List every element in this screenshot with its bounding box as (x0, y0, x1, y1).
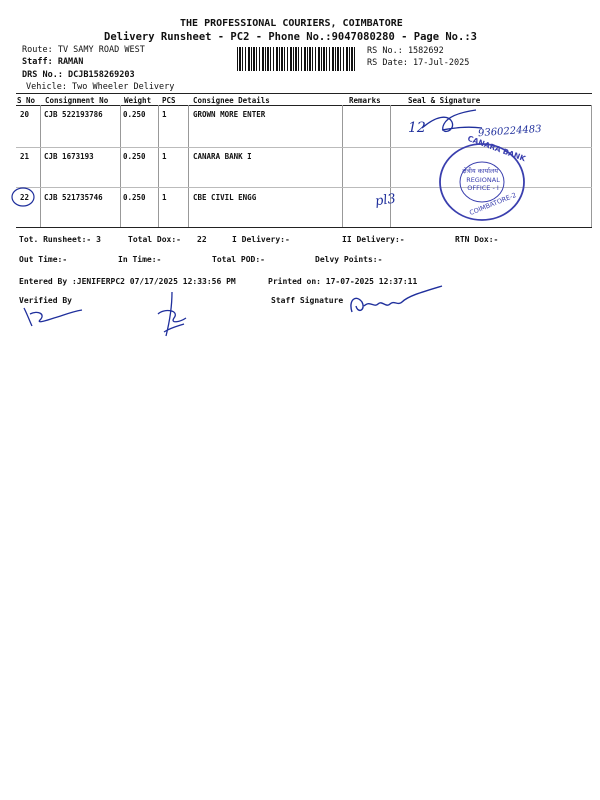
total-dox-label: Total Dox:- (128, 235, 181, 244)
col-consignment: Consignment No (45, 96, 109, 105)
row-consignment: CJB 522193786 (44, 110, 103, 119)
staff: Staff: RAMAN (22, 57, 84, 67)
table-top-rule (16, 93, 592, 94)
rs-number: RS No.: 1582692 (367, 46, 444, 56)
row-consignee: CANARA BANK I (193, 152, 252, 161)
row-sno: 22 (20, 193, 30, 202)
table-header-rule (16, 105, 592, 106)
handwritten-phone: 9360224483 (477, 123, 542, 140)
row-weight: 0.250 (123, 110, 146, 119)
total-pod: Total POD:- (212, 255, 265, 264)
verified-by: Verified By (19, 296, 72, 305)
rtn-dox: RTN Dox:- (455, 235, 499, 244)
vehicle: Vehicle: Two Wheeler Delivery (26, 82, 175, 92)
staff-signature-label: Staff Signature (271, 296, 344, 305)
row-sno: 21 (20, 152, 30, 161)
route: Route: TV SAMY ROAD WEST (22, 45, 145, 55)
ii-delivery: II Delivery:- (342, 235, 405, 244)
stamp-city: COIMBATORE-2 (468, 190, 518, 218)
total-dox-value: 22 (197, 235, 207, 244)
verifier-signature-icon (20, 300, 90, 330)
delvy-points: Delvy Points:- (315, 255, 383, 264)
handwritten-remark-row22: pl3 (374, 191, 397, 210)
table-bottom-rule (16, 227, 592, 228)
col-sep (342, 105, 343, 227)
barcode (237, 47, 355, 71)
stamp-bank-name: CANARA BANK (466, 133, 527, 164)
row-consignment: CJB 1673193 (44, 152, 94, 161)
tot-runsheet: Tot. Runsheet:- 3 (19, 235, 101, 244)
verifier-initials-icon (150, 288, 194, 344)
col-seal-signature: Seal & Signature (408, 96, 481, 105)
col-sep (40, 105, 41, 227)
drs-number: DRS No.: DCJB158269203 (22, 70, 135, 80)
printed-on: Printed on: 17-07-2025 12:37:11 (268, 277, 418, 286)
row-weight: 0.250 (123, 193, 146, 202)
row22-circle-icon (10, 186, 36, 208)
staff-signature-icon (346, 282, 446, 318)
stamp-office: REGIONAL OFFICE - I (466, 176, 500, 192)
stamp-hindi: क्षेत्रीय कार्यालय (462, 167, 499, 175)
col-consignee: Consignee Details (193, 96, 270, 105)
row-consignment: CJB 521735746 (44, 193, 103, 202)
in-time: In Time:- (118, 255, 162, 264)
col-remarks: Remarks (349, 96, 381, 105)
col-weight: Weight (124, 96, 152, 105)
col-sep (390, 105, 391, 227)
col-sep (591, 105, 592, 227)
col-sep (188, 105, 189, 227)
row-consignee: CBE CIVIL ENGG (193, 193, 257, 202)
company-name: THE PROFESSIONAL COURIERS, COIMBATORE (180, 18, 403, 29)
rs-date: RS Date: 17-Jul-2025 (367, 58, 470, 68)
handwritten-mark-row20: 12 (408, 120, 426, 136)
row-pcs: 1 (162, 193, 167, 202)
row-pcs: 1 (162, 110, 167, 119)
entered-by: Entered By :JENIFERPC2 07/17/2025 12:33:56 PM (19, 277, 236, 286)
col-sno: S No (17, 96, 36, 105)
col-sep (158, 105, 159, 227)
i-delivery: I Delivery:- (232, 235, 290, 244)
row-sno: 20 (20, 110, 30, 119)
row-pcs: 1 (162, 152, 167, 161)
col-sep (120, 105, 121, 227)
runsheet-title: Delivery Runsheet - PC2 - Phone No.:9047080280 - Page No.:3 (104, 31, 477, 43)
row-weight: 0.250 (123, 152, 146, 161)
row-consignee: GROWN MORE ENTER (193, 110, 266, 119)
out-time: Out Time:- (19, 255, 68, 264)
col-pcs: PCS (162, 96, 176, 105)
